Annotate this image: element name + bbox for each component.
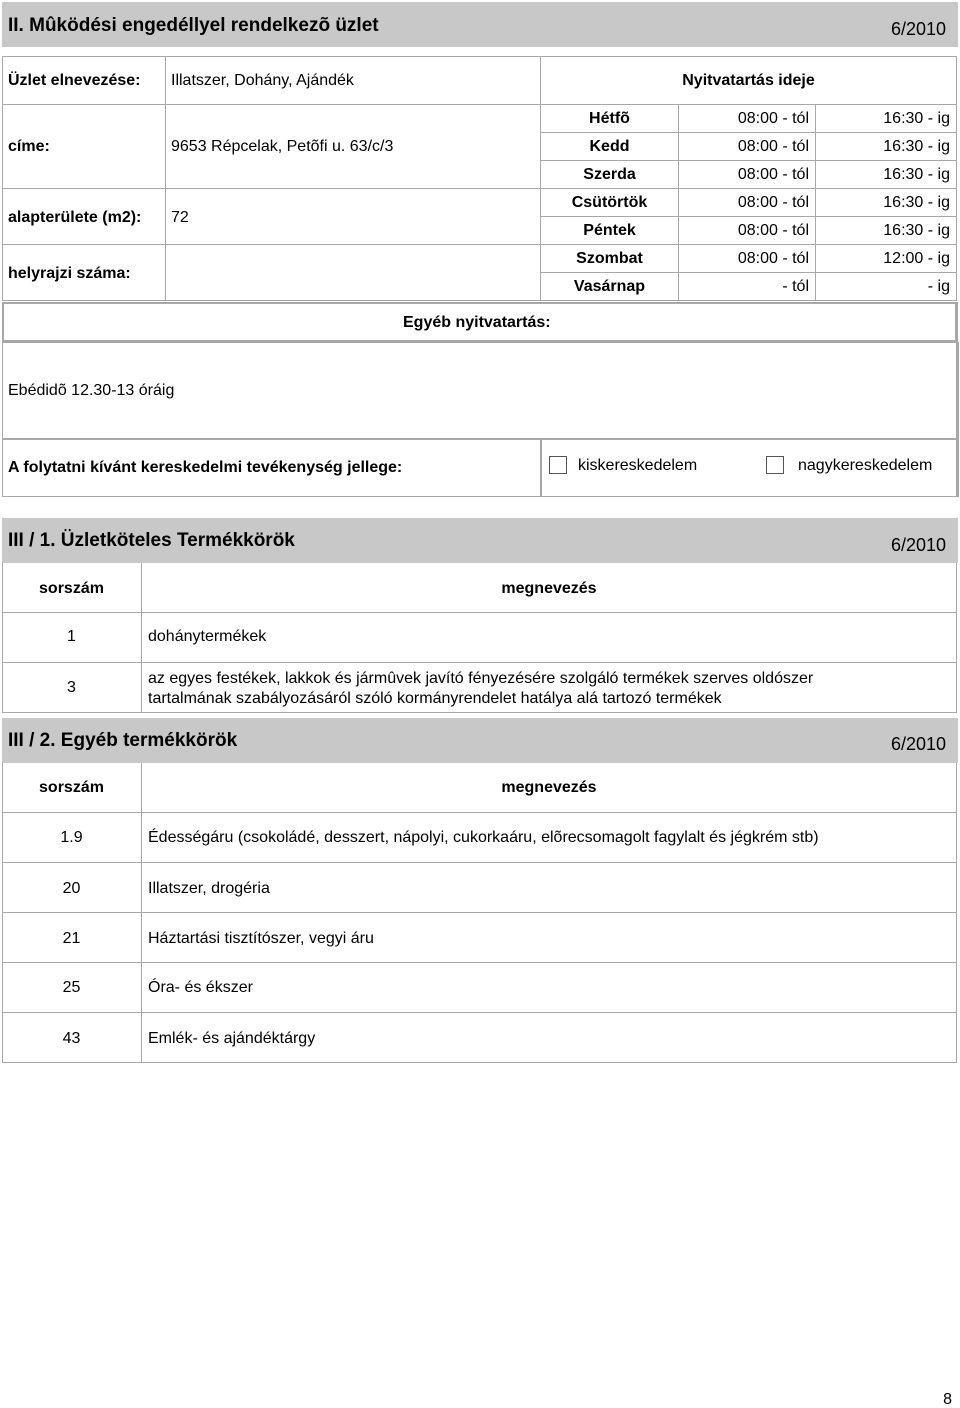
day-from: 08:00 - tól — [737, 110, 809, 127]
day-label: Kedd — [589, 138, 630, 155]
day-to: 16:30 - ig — [883, 222, 950, 239]
day-label: Szerda — [583, 166, 636, 183]
day-to: - ig — [927, 278, 950, 295]
day-label: Péntek — [583, 222, 636, 239]
day-from: 08:00 - tól — [737, 250, 809, 267]
shop-name-value: Illatszer, Dohány, Ajándék — [171, 72, 354, 89]
row-number: 1 — [67, 628, 76, 645]
address-value: 9653 Répcelak, Petõfi u. 63/c/3 — [171, 138, 394, 155]
row-name-line1: az egyes festékek, lakkok és jármûvek javító fényezésére szolgáló termékek szerves oldószer — [148, 670, 814, 687]
row-name: Óra- és ékszer — [148, 979, 253, 996]
area-label: alapterülete (m2): — [8, 209, 142, 226]
row-name: Édességáru (csokoládé, desszert, nápolyi, cukorkaáru, elõrecsomagolt fagylalt és jégkrém stb) — [148, 829, 819, 846]
day-to: 16:30 - ig — [883, 138, 950, 155]
day-to: 16:30 - ig — [883, 110, 950, 127]
day-label: Hétfõ — [589, 110, 630, 127]
row-name: dohánytermékek — [148, 628, 267, 645]
column-header-name: megnevezés — [501, 580, 597, 597]
row-number: 43 — [62, 1030, 81, 1047]
wholesale-label: nagykereskedelem — [798, 457, 933, 474]
row-name: Illatszer, drogéria — [148, 880, 270, 897]
day-from: 08:00 - tól — [737, 138, 809, 155]
wholesale-checkbox[interactable] — [766, 456, 784, 474]
column-header-number: sorszám — [39, 580, 104, 597]
plot-label: helyrajzi száma: — [8, 265, 131, 282]
row-number: 21 — [62, 930, 81, 947]
section-title: III / 1. Üzletköteles Termékkörök — [8, 530, 295, 551]
row-number: 1.9 — [60, 829, 83, 846]
column-header-name: megnevezés — [501, 779, 597, 796]
day-from: 08:00 - tól — [737, 222, 809, 239]
day-from: 08:00 - tól — [737, 194, 809, 211]
day-to: 16:30 - ig — [883, 166, 950, 183]
row-name-line2: tartalmának szabályozásáról szóló kormányrendelet hatálya alá tartozó termékek — [148, 690, 722, 707]
row-name: Háztartási tisztítószer, vegyi áru — [148, 930, 374, 947]
section-code: 6/2010 — [890, 19, 946, 39]
other-opening-value: Ebédidõ 12.30-13 óráig — [8, 382, 175, 399]
opening-hours-header: Nyitvatartás ideje — [682, 72, 815, 89]
row-number: 20 — [62, 880, 81, 897]
day-from: 08:00 - tól — [737, 166, 809, 183]
day-from: - tól — [782, 278, 809, 295]
section-title: II. Mûködési engedéllyel rendelkezõ üzlet — [8, 15, 379, 36]
area-value: 72 — [171, 209, 189, 226]
row-name: Emlék- és ajándéktárgy — [148, 1030, 316, 1047]
retail-checkbox[interactable] — [549, 456, 567, 474]
other-opening-label: Egyéb nyitvatartás: — [403, 314, 551, 331]
section-code: 6/2010 — [890, 535, 946, 555]
page-number: 8 — [943, 1391, 952, 1408]
retail-label: kiskereskedelem — [578, 457, 698, 474]
row-number: 25 — [62, 979, 81, 996]
section-title: III / 2. Egyéb termékkörök — [8, 730, 238, 751]
trade-type-label: A folytatni kívánt kereskedelmi tevékenység jellege: — [8, 459, 403, 476]
day-to: 16:30 - ig — [883, 194, 950, 211]
day-label: Szombat — [576, 250, 643, 267]
address-label: címe: — [8, 138, 50, 155]
day-label: Csütörtök — [571, 194, 648, 211]
section-code: 6/2010 — [890, 734, 946, 754]
shop-name-label: Üzlet elnevezése: — [8, 72, 141, 89]
day-to: 12:00 - ig — [883, 250, 950, 267]
day-label: Vasárnap — [573, 278, 646, 295]
column-header-number: sorszám — [39, 779, 104, 796]
row-number: 3 — [67, 679, 76, 696]
